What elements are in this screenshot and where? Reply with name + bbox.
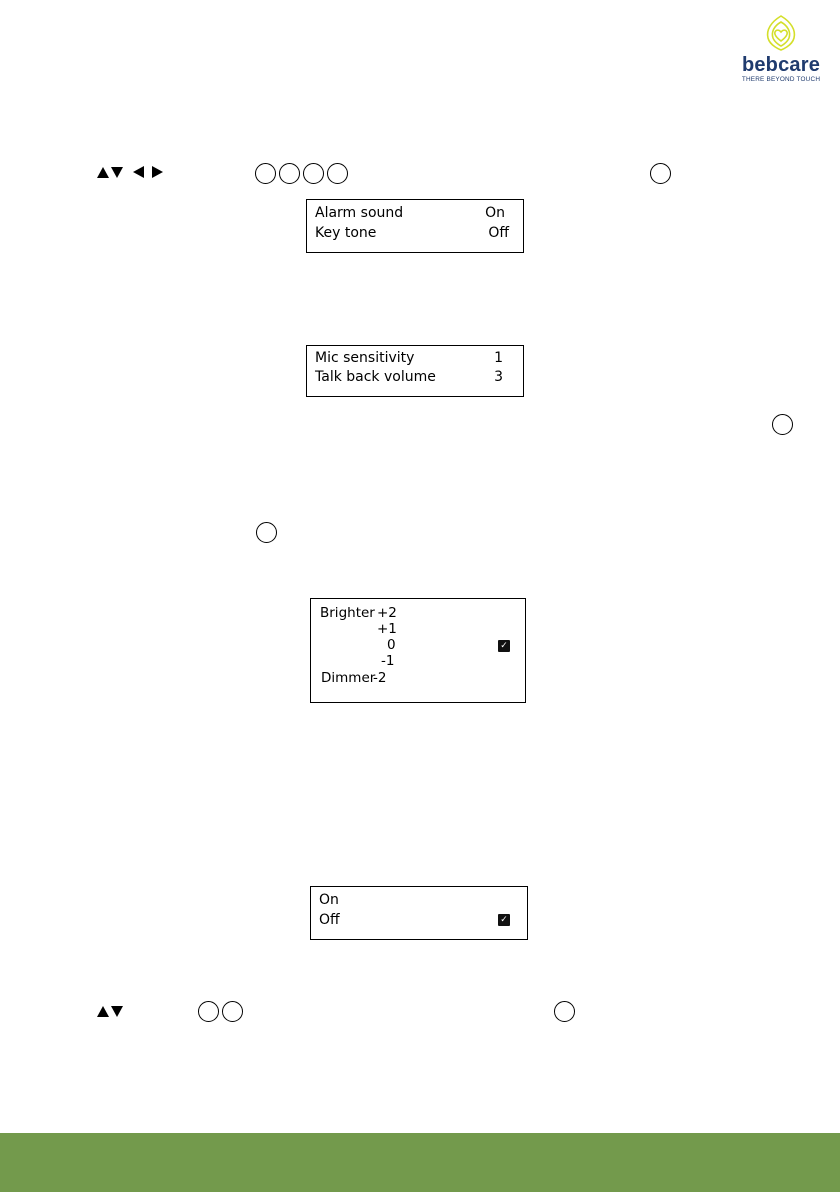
dimmer-label: Dimmer (321, 670, 376, 686)
brand-tagline: THERE BEYOND TOUCH (741, 76, 821, 83)
mic-sensitivity-label: Mic sensitivity (315, 350, 415, 366)
button-circle-icon (255, 163, 276, 184)
brightness-level-minus2: -2 (373, 670, 387, 686)
ok-button-circle-icon (772, 414, 793, 435)
bebcare-logo (735, 12, 827, 90)
brightness-level-0: 0 (387, 637, 396, 653)
alarm-sound-value: On (485, 205, 505, 221)
arrow-down-icon (111, 1006, 123, 1017)
arrow-down-icon (111, 167, 123, 178)
button-circle-icon (198, 1001, 219, 1022)
arrow-right-icon (152, 166, 163, 178)
brighter-label: Brighter (320, 605, 375, 621)
mic-sensitivity-value: 1 (494, 350, 503, 366)
footer-bar (0, 1133, 840, 1192)
arrow-up-icon (97, 1006, 109, 1017)
brand-name: bebcare (741, 54, 821, 76)
option-off: Off (319, 912, 340, 928)
arrow-left-icon (133, 166, 144, 178)
button-circle-icon (303, 163, 324, 184)
ok-button-circle-icon (256, 522, 277, 543)
alarm-settings-screen (306, 199, 524, 253)
brightness-level-plus1: +1 (377, 621, 397, 637)
ok-button-circle-icon (650, 163, 671, 184)
alarm-sound-label: Alarm sound (315, 205, 404, 221)
brightness-level-minus1: -1 (381, 653, 395, 669)
mic-settings-screen (306, 345, 524, 397)
selected-check-icon: ✓ (498, 914, 510, 926)
ok-button-circle-icon (554, 1001, 575, 1022)
key-tone-label: Key tone (315, 225, 377, 241)
updown-arrows-icon-group (97, 1006, 123, 1017)
button-circle-icon (222, 1001, 243, 1022)
talk-back-volume-label: Talk back volume (315, 369, 436, 385)
button-circles-group (198, 1001, 243, 1022)
option-on: On (319, 892, 339, 908)
onoff-screen (310, 886, 528, 940)
selected-check-icon: ✓ (498, 640, 510, 652)
button-circles-group (255, 163, 348, 184)
brightness-level-plus2: +2 (377, 605, 397, 621)
heart-logo-icon (735, 12, 827, 54)
key-tone-value: Off (488, 225, 509, 241)
button-circle-icon (279, 163, 300, 184)
nav-arrows-icon-group (97, 166, 163, 178)
arrow-up-icon (97, 167, 109, 178)
brightness-screen (310, 598, 526, 703)
button-circle-icon (327, 163, 348, 184)
talk-back-volume-value: 3 (494, 369, 503, 385)
